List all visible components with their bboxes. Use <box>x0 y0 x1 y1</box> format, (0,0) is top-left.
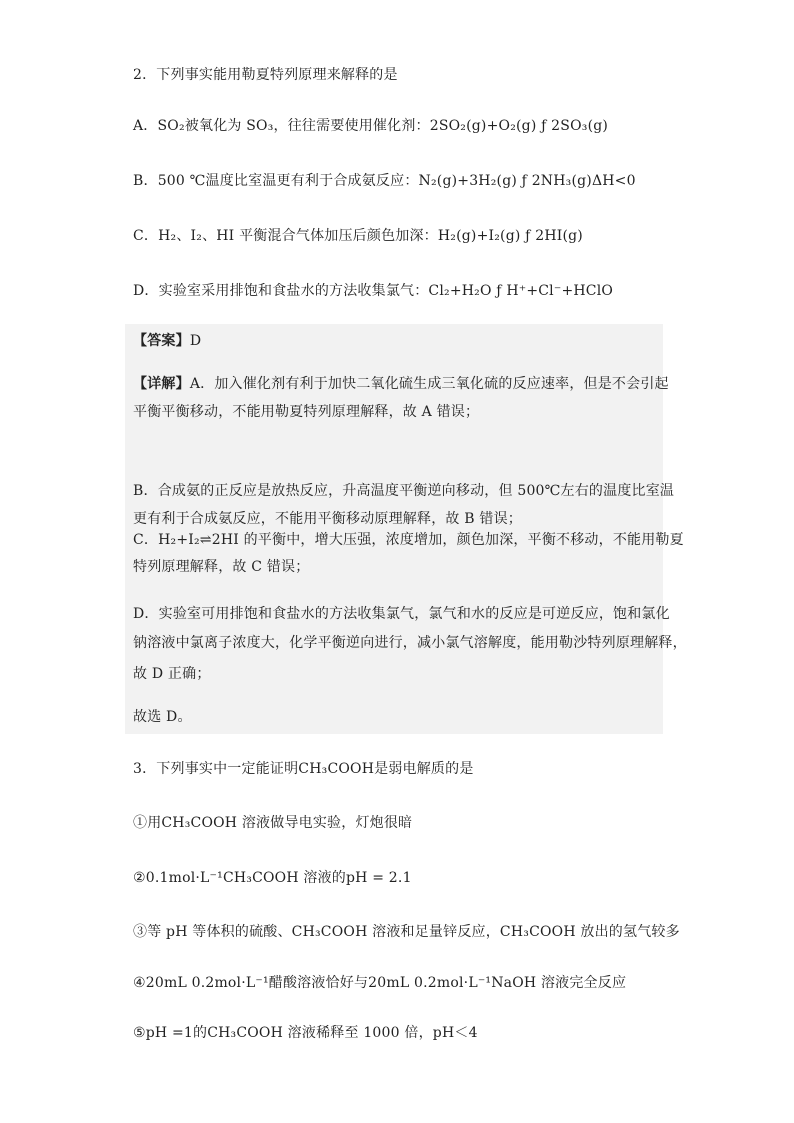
q3-stem: 3．下列事实中一定能证明CH₃COOH是弱电解质的是 <box>133 761 474 777</box>
q3-item-2: ②0.1mol·L⁻¹CH₃COOH 溶液的pH = 2.1 <box>133 870 412 886</box>
detail-text: A．加入催化剂有利于加快二氧化硫生成三氧化硫的反应速率，但是不会引起 <box>189 376 669 392</box>
q2-option-d: D．实验室采用排饱和食盐水的方法收集氯气：Cl₂+H₂O ƒ H⁺+Cl⁻+HClO <box>133 283 614 299</box>
answer-value: D <box>189 333 202 349</box>
detail-line-9: 故 D 正确； <box>133 666 211 682</box>
detail-line-4: 更有利于合成氨反应，不能用平衡移动原理解释，故 B 错误； <box>133 511 522 527</box>
detail-line-7: D．实验室可用排饱和食盐水的方法收集氯气，氯气和水的反应是可逆反应，饱和氯化 <box>133 606 670 622</box>
q2-option-a: A．SO₂被氧化为 SO₃，往往需要使用催化剂：2SO₂(g)+O₂(g) ƒ 2SO₃(g) <box>133 118 609 134</box>
answer-line <box>133 331 663 351</box>
detail-line-3: B．合成氨的正反应是放热反应，升高温度平衡逆向移动，但 500℃左右的温度比室温 <box>133 483 675 499</box>
detail-label: 【详解】 <box>133 376 190 392</box>
q2-option-b: B．500 ℃温度比室温更有利于合成氨反应：N₂(g)+3H₂(g) ƒ 2NH₃(g)ΔH<0 <box>133 173 636 189</box>
q3-item-5: ⑤pH =1的CH₃COOH 溶液稀释至 1000 倍，pH＜4 <box>133 1025 478 1041</box>
q2-option-c: C．H₂、I₂、HI 平衡混合气体加压后颜色加深：H₂(g)+I₂(g) ƒ 2HI(g) <box>133 228 583 244</box>
detail-line-8: 钠溶液中氯离子浓度大，化学平衡逆向进行，减小氯气溶解度，能用勒沙特列原理解释， <box>133 635 687 651</box>
detail-line-1 <box>133 374 669 394</box>
detail-line-2: 平衡平衡移动，不能用勒夏特列原理解释，故 A 错误； <box>133 404 480 420</box>
q3-item-3: ③等 pH 等体积的硫酸、CH₃COOH 溶液和足量锌反应，CH₃COOH 放出的氢气较多 <box>133 924 680 940</box>
q3-item-1: ①用CH₃COOH 溶液做导电实验，灯炮很暗 <box>133 815 413 831</box>
q3-item-4: ④20mL 0.2mol·L⁻¹醋酸溶液恰好与20mL 0.2mol·L⁻¹NaOH 溶液完全反应 <box>133 975 627 991</box>
detail-line-5: C．H₂+I₂⇌2HI 的平衡中，增大压强，浓度增加，颜色加深，平衡不移动，不能用勒夏 <box>133 532 684 548</box>
detail-line-6: 特列原理解释，故 C 错误； <box>133 559 310 575</box>
detail-line-10: 故选 D。 <box>133 709 192 725</box>
answer-label: 【答案】 <box>133 333 190 349</box>
q2-stem: 2．下列事实能用勒夏特列原理来解释的是 <box>133 67 398 83</box>
